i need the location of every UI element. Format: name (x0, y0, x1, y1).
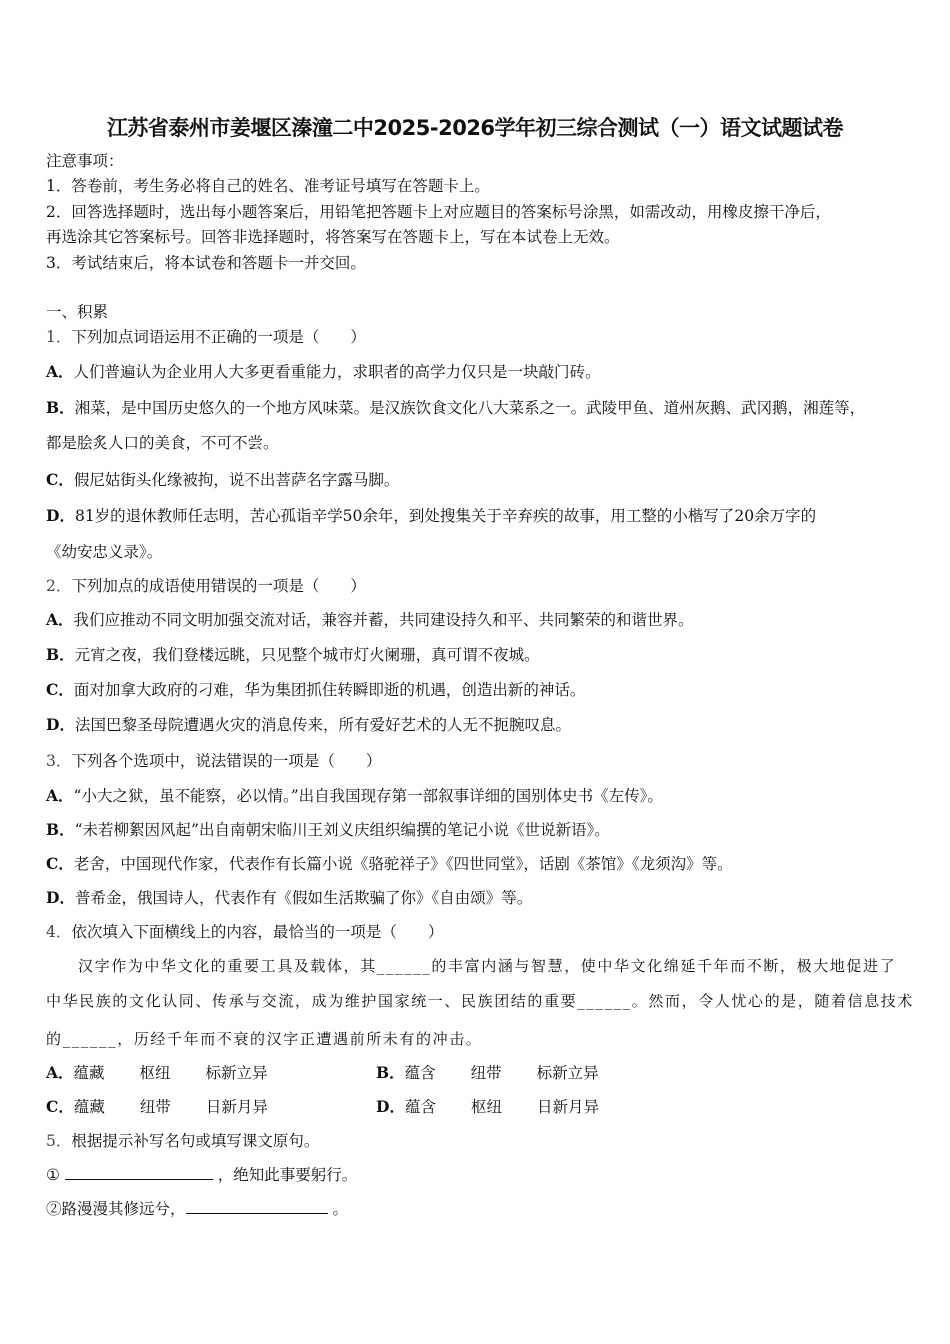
option-text: 元宵之夜，我们登楼远眺，只见整个城市灯火阑珊，真可谓不夜城。 (74, 646, 540, 664)
q4-option-a (46, 1063, 268, 1083)
option-label: C． (46, 1097, 74, 1116)
q3-option-d (46, 888, 532, 908)
question-2-stem (46, 576, 366, 596)
option-label: D． (46, 715, 75, 734)
option-text: 81岁的退休教师任志明，苦心孤诣辛学50余年，到处搜集关于辛弃疾的故事，用工整的小楷写了20余万字的 (74, 507, 817, 525)
note-item: 2．回答选择题时，选出每小题答案后，用铅笔把答题卡上对应题目的答案标号涂黑，如需改动，用橡皮擦干净后， (46, 203, 831, 221)
q5-line-1 (46, 1165, 357, 1185)
option-label: C． (46, 680, 74, 699)
option-label: A． (46, 786, 74, 805)
q1-option-c (46, 470, 399, 490)
option-word: 标新立异 (205, 1064, 268, 1082)
option-label: B． (46, 645, 75, 664)
q1-option-b-cont: 都是脍炙人口的美食，不可不尝。 (46, 434, 279, 452)
q2-option-d (46, 715, 571, 735)
q2-option-a (46, 610, 694, 630)
question-4-stem (46, 922, 443, 942)
option-word: 蕴含 (404, 1064, 436, 1082)
note-item: 1．答卷前，考生务必将自己的姓名、准考证号填写在答题卡上。 (46, 177, 490, 195)
option-label: C． (46, 470, 74, 489)
section-heading: 一、积累 (46, 303, 109, 321)
question-text: 根据提示补写名句或填写课文原句。 (71, 1132, 320, 1150)
q1-option-b (46, 398, 865, 418)
passage-line: 的______，历经千年而不衰的汉字正遭遇前所未有的冲击。 (46, 1030, 483, 1048)
option-label: D． (376, 1097, 405, 1116)
note-item: 再选涂其它答案标号。回答非选择题时，将答案写在答题卡上，写在本试卷上无效。 (46, 228, 620, 246)
option-text: 老舍，中国现代作家，代表作有长篇小说《骆驼祥子》《四世同堂》，话剧《茶馆》《龙须沟》等。 (73, 855, 733, 873)
option-text: 湘菜，是中国历史悠久的一个地方风味菜。是汉族饮食文化八大菜系之一。武陵甲鱼、道州灰鹅、武冈鹅，湘莲等， (74, 399, 866, 417)
option-word: 蕴藏 (73, 1098, 105, 1116)
option-label: B． (46, 820, 75, 839)
q2-option-b (46, 645, 540, 665)
q4-option-c (46, 1097, 268, 1117)
passage-line: 汉字作为中华文化的重要工具及载体，其______的丰富内涵与智慧，使中华文化绵延千年而不断，极大地促进了 (78, 957, 897, 975)
option-word: 日新月异 (536, 1098, 599, 1116)
answer-blank[interactable] (65, 1165, 213, 1180)
option-text: 我们应推动不同文明加强交流对话，兼容并蓄，共同建设持久和平、共同繁荣的和谐世界。 (73, 611, 694, 629)
option-label: C． (46, 854, 74, 873)
option-text: “未若柳絮因风起”出自南朝宋临川王刘义庆组织编撰的笔记小说《世说新语》。 (74, 821, 610, 839)
question-number: 5． (46, 1132, 72, 1150)
question-number: 1． (46, 328, 72, 346)
option-text: “小大之狱，虽不能察，必以情。”出自我国现存第一部叙事详细的国别体史书《左传》。 (73, 787, 663, 805)
option-label: A． (46, 1063, 74, 1082)
option-word: 枢纽 (470, 1098, 502, 1116)
question-text: 下列加点词语运用不正确的一项是（ ） (71, 328, 366, 346)
option-label: A． (46, 362, 74, 381)
option-text: 人们普遍认为企业用人大多更看重能力，求职者的高学力仅只是一块敲门砖。 (73, 363, 601, 381)
question-5-stem (46, 1131, 319, 1151)
q5-line-2 (46, 1199, 348, 1219)
q1-option-d (46, 506, 816, 526)
option-word: 标新立异 (536, 1064, 599, 1082)
option-word: 枢纽 (139, 1064, 171, 1082)
q4-option-d (376, 1097, 599, 1117)
line-marker: ① (46, 1166, 60, 1184)
line-text: ②路漫漫其修远兮， (46, 1200, 186, 1218)
option-text: 假尼姑街头化缘被拘，说不出菩萨名字露马脚。 (73, 471, 400, 489)
notes-heading: 注意事项： (46, 152, 124, 170)
option-label: B． (376, 1063, 405, 1082)
question-text: 下列各个选项中，说法错误的一项是（ ） (71, 752, 382, 770)
question-text: 依次填入下面横线上的内容，最恰当的一项是（ ） (71, 923, 444, 941)
question-text: 下列加点的成语使用错误的一项是（ ） (71, 577, 366, 595)
question-1-stem (46, 327, 366, 347)
q1-option-a (46, 362, 601, 382)
answer-blank[interactable] (186, 1199, 328, 1214)
option-label: A． (46, 610, 74, 629)
option-text: 法国巴黎圣母院遭遇火灾的消息传来，所有爱好艺术的人无不扼腕叹息。 (74, 716, 571, 734)
line-text: ，绝知此事要躬行。 (217, 1166, 358, 1184)
note-item: 3．考试结束后，将本试卷和答题卡一并交回。 (46, 254, 366, 272)
option-word: 纽带 (139, 1098, 171, 1116)
question-number: 2． (46, 577, 72, 595)
q4-option-b (376, 1063, 599, 1083)
q3-option-b (46, 820, 610, 840)
line-end: 。 (332, 1200, 348, 1218)
option-label: B． (46, 398, 75, 417)
q2-option-c (46, 680, 585, 700)
q3-option-c (46, 854, 733, 874)
question-3-stem (46, 751, 381, 771)
q3-option-a (46, 786, 663, 806)
option-text: 面对加拿大政府的刁难，华为集团抓住转瞬即逝的机遇，创造出新的神话。 (73, 681, 586, 699)
option-word: 纽带 (470, 1064, 502, 1082)
question-number: 3． (46, 752, 72, 770)
question-number: 4． (46, 923, 72, 941)
passage-line: 中华民族的文化认同、传承与交流，成为维护国家统一、民族团结的重要______。然而，令人忧心的是，随着信息技术 (46, 992, 915, 1010)
page-title: 江苏省泰州市姜堰区溱潼二中2025-2026学年初三综合测试（一）语文试题试卷 (106, 116, 844, 140)
q1-option-d-cont: 《幼安忠义录》。 (46, 543, 163, 561)
option-word: 蕴含 (404, 1098, 436, 1116)
option-word: 蕴藏 (73, 1064, 105, 1082)
option-text: 普希金，俄国诗人，代表作有《假如生活欺骗了你》《自由颂》等。 (74, 889, 533, 907)
option-word: 日新月异 (205, 1098, 268, 1116)
option-label: D． (46, 506, 75, 525)
option-label: D． (46, 888, 75, 907)
